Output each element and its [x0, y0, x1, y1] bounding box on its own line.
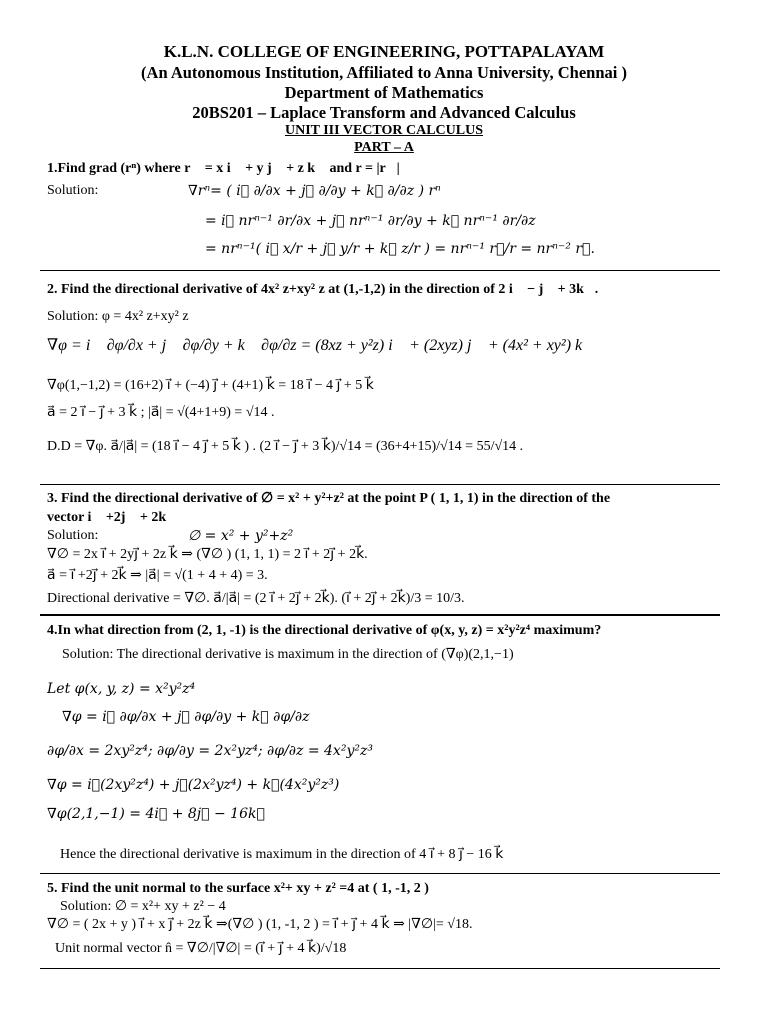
- q1-line3: = nrⁿ⁻¹( i⃗ x/r + j⃗ y/r + k⃗ z/r ) = nrⁿ⁻¹ r⃗/r = nrⁿ⁻² r⃗.: [205, 241, 595, 257]
- q2-a-line: a⃗ = 2 i⃗ − j⃗ + 3 k⃗ ; |a⃗| = √(4+1+9) = √14 .: [47, 405, 275, 420]
- q4-solution: Solution: The directional derivative is maximum in the direction of (∇φ)(2,1,−1): [62, 647, 514, 662]
- divider-4: [40, 873, 720, 874]
- q4-hence: Hence the directional derivative is maximum in the direction of 4 i⃗ + 8 j⃗ − 16 k⃗: [60, 847, 504, 862]
- q3-grad: ∇∅ = 2x i⃗ + 2yj⃗ + 2z k⃗ ⇒ (∇∅ ) (1, 1, 1) = 2 i⃗ + 2j⃗ + 2k⃗.: [47, 547, 368, 562]
- q5-solution: Solution: ∅ = x²+ xy + z² − 4: [60, 899, 226, 914]
- q3-dd-line: Directional derivative = ∇∅. a⃗/|a⃗| = (2 i⃗ + 2j⃗ + 2k⃗). (i⃗ + 2j⃗ + 2k⃗)/3 = 10/3.: [47, 591, 465, 606]
- q4-question: 4.In what direction from (2, 1, -1) is the directional derivative of φ(x, y, z) = x²y²z⁴ maximum?: [47, 623, 602, 638]
- q4-let: Let φ(x, y, z) = x²y²z⁴: [47, 681, 196, 697]
- q5-grad: ∇∅ = ( 2x + y ) i⃗ + x j⃗ + 2z k⃗ ⇒(∇∅ ) (1, -1, 2 ) = i⃗ + j⃗ + 4 k⃗ ⇒ |∇∅|= √18.: [47, 917, 473, 932]
- q4-grad: ∇φ = i⃗ ∂φ/∂x + j⃗ ∂φ/∂y + k⃗ ∂φ/∂z: [62, 709, 310, 725]
- unit-title: UNIT III VECTOR CALCULUS: [284, 123, 483, 138]
- q3-a-line: a⃗ = i⃗ +2j⃗ + 2k⃗ ⇒ |a⃗| = √(1 + 4 + 4) = 3.: [47, 568, 268, 583]
- q1-question: 1.Find grad (rⁿ) where r⃗ = x i⃗ + y j⃗ + z k⃗ and r = |r⃗|: [47, 161, 400, 176]
- q2-question: 2. Find the directional derivative of 4x² z+xy² z at (1,-1,2) in the direction of 2 i⃗ − j⃗ + 3k⃗.: [47, 282, 599, 297]
- divider-3: [40, 614, 720, 616]
- q5-unit-normal: Unit normal vector n̂ = ∇∅/|∇∅| = (i⃗ + j⃗ + 4 k⃗)/√18: [55, 941, 347, 956]
- divider-1: [40, 270, 720, 271]
- q2-grad-at: ∇φ(1,−1,2) = (16+2) i⃗ + (−4) j⃗ + (4+1) k⃗ = 18 i⃗ − 4 j⃗ + 5 k⃗: [47, 378, 374, 393]
- divider-5: [40, 968, 720, 969]
- q4-grad-at: ∇φ(2,1,−1) = 4i⃗ + 8j⃗ − 16k⃗: [47, 806, 265, 822]
- part-title: PART – A: [354, 140, 414, 155]
- course-title: 20BS201 – Laplace Transform and Advanced Calculus: [192, 103, 576, 122]
- q4-grad-full: ∇φ = i⃗(2xy²z⁴) + j⃗(2x²yz⁴) + k⃗(4x²y²z³): [47, 777, 340, 793]
- department-name: Department of Mathematics: [284, 83, 484, 102]
- q2-solution: Solution: φ = 4x² z+xy² z: [47, 309, 189, 324]
- q3-phi: ∅ = x² + y²+z²: [188, 528, 294, 544]
- q3-question-line1: 3. Find the directional derivative of ∅ = x² + y²+z² at the point P ( 1, 1, 1) in the direction of the: [47, 491, 611, 506]
- divider-2: [40, 484, 720, 485]
- q2-dd-line: D.D = ∇φ. a⃗/|a⃗| = (18 i⃗ − 4 j⃗ + 5 k⃗ ) . (2 i⃗ − j⃗ + 3 k⃗)/√14 = (36+4+15)/√14 = 55/√14 .: [47, 439, 524, 454]
- q3-solution: Solution:: [47, 528, 99, 543]
- college-affiliation: (An Autonomous Institution, Affiliated to Anna University, Chennai ): [141, 63, 627, 82]
- q4-partials: ∂φ/∂x = 2xy²z⁴; ∂φ/∂y = 2x²yz⁴; ∂φ/∂z = 4x²y²z³: [47, 743, 373, 759]
- q1-line1: ∇rⁿ= ( i⃗ ∂/∂x + j⃗ ∂/∂y + k⃗ ∂/∂z ) rⁿ: [188, 183, 441, 199]
- q5-question: 5. Find the unit normal to the surface x²+ xy + z² =4 at ( 1, -1, 2 ): [47, 881, 429, 896]
- q1-line2: = i⃗ nrⁿ⁻¹ ∂r/∂x + j⃗ nrⁿ⁻¹ ∂r/∂y + k⃗ nrⁿ⁻¹ ∂r/∂z: [205, 213, 536, 229]
- q1-solution-label: Solution:: [47, 183, 99, 198]
- q2-grad: ∇φ = i⃗ ∂φ/∂x + j⃗ ∂φ/∂y + k⃗ ∂φ/∂z = (8xz + y²z) i⃗ + (2xyz) j⃗ + (4x² + xy²) k⃗: [47, 337, 595, 354]
- q3-question-line2: vector i⃗ +2j⃗ + 2k⃗: [47, 510, 178, 525]
- college-name: K.L.N. COLLEGE OF ENGINEERING, POTTAPALAYAM: [163, 42, 605, 61]
